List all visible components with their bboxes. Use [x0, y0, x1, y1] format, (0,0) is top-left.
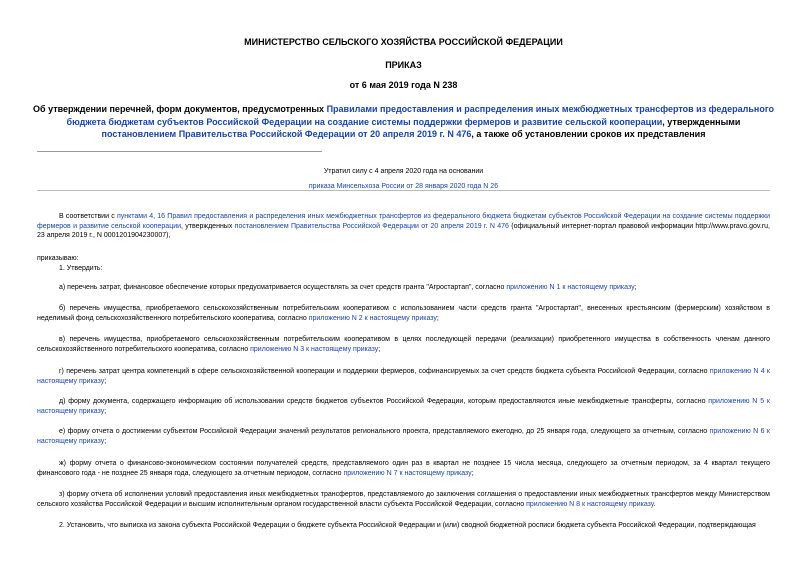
appendix-2-link[interactable]: приложению N 2 к настоящему приказу: [308, 314, 437, 322]
divider-bottom: [37, 190, 770, 191]
document-title: [30, 103, 777, 141]
point-2: 2. Установить, что выписка из закона субъекта Российской Федерации о бюджете субъекта Российской Федерации и (или) сводной бюджетной росписи бюджета субъекта Российской Федерации, подтверждающая: [59, 522, 756, 529]
item-end: ;: [104, 437, 107, 445]
preamble-text-1: В соответствии с: [59, 213, 117, 220]
item-end: .: [653, 500, 656, 508]
item-end: ;: [104, 377, 107, 385]
item-g: [37, 367, 770, 386]
item-b: [37, 304, 770, 323]
preamble-resolution-link[interactable]: постановлением Правительства Российской Федерации от 20 апреля 2019 г. N 476: [234, 222, 509, 230]
appendix-5-link[interactable]: приложению N 5 к настоящему приказу: [37, 398, 770, 415]
rules-link[interactable]: Правилами предоставления и распределения иных межбюджетных трансфертов из федерального бюджета бюджетам субъектов Российской Федерации на создание системы поддержки фермеров и развитие сельской кооперации: [66, 104, 774, 127]
title-text-3: , а также об установлении сроков их представления: [471, 129, 706, 139]
preamble-paragraph: [37, 212, 770, 241]
item-e: [37, 427, 770, 446]
repeal-order-link[interactable]: приказа Минсельхоза России от 28 января 2020 года N 26: [308, 183, 499, 190]
item-end: ;: [104, 407, 107, 415]
item-text: з) форму отчета об исполнении условий предоставления иных межбюджетных трансфертов, представляемого до заключения соглашения о предоставлении иных межбюджетных трансфертов между Министерством сельского хозяйства Российской Федерации и высшим исполнительным органом государственной власти субъекта Российской Федерации, согласно: [37, 491, 770, 508]
preamble-text-2: , утвержденных: [181, 222, 235, 230]
resolution-link[interactable]: постановлением Правительства Российской Федерации от 20 апреля 2019 г. N 476: [101, 129, 472, 139]
status-text: Утратил силу с 4 апреля 2020 года на основании: [323, 168, 484, 175]
document-date-number: от 6 мая 2019 года N 238: [349, 80, 458, 90]
item-end: ;: [378, 345, 381, 353]
item-text: а) перечень затрат, финансовое обеспечение которых предусматривается осуществлять за счет средств гранта "Агростартап", согласно: [59, 284, 507, 291]
item-text: г) перечень затрат центра компетенций в сфере сельскохозяйственной кооперации и поддержки фермеров, софинансируемых за счет средств бюджета субъекта Российской Федерации, согласно: [59, 368, 710, 375]
item-text: ж) форму отчета о финансово-экономическом состоянии получателей средств, представляемого один раз в квартал не позднее 15 числа месяца, следующего за отчетным периодом, за 4 квартал текущего финансового года - не позднее 25 января года, следующего за отчетным периодом, согласно: [37, 460, 770, 477]
item-text: д) форму документа, содержащего информацию об использовании средств бюджетов субъектов Российской Федерации, которым предоставляются иные межбюджетные трансферты, согласно: [59, 398, 709, 405]
title-text-1: Об утверждении перечней, форм документов, предусмотренных: [33, 104, 327, 114]
point-1: 1. Утвердить:: [59, 265, 103, 272]
item-zh: [37, 459, 770, 478]
order-word: приказываю:: [37, 255, 79, 262]
item-end: ;: [436, 314, 439, 322]
item-z: [37, 490, 770, 509]
ministry-heading: МИНИСТЕРСТВО СЕЛЬСКОГО ХОЗЯЙСТВА РОССИЙСКОЙ ФЕДЕРАЦИИ: [244, 37, 563, 47]
item-text: б) перечень имущества, приобретаемого сельскохозяйственным потребительским кооперативом с использованием части средств гранта "Агростартап", внесенных крестьянским (фермерским) хозяйством в неделимый фонд сельскохозяйственного потребительского кооператива, согласно: [37, 305, 770, 322]
appendix-1-link[interactable]: приложению N 1 к настоящему приказу: [506, 284, 635, 291]
document-type: ПРИКАЗ: [385, 60, 422, 70]
appendix-4-link[interactable]: приложению N 4 к настоящему приказу: [37, 368, 770, 385]
title-text-2: , утвержденными: [662, 116, 741, 127]
preamble-text-3: (официальный интернет-портал правовой информации http://www.pravo.gov.ru, 23 апреля 2019 г., N 0001201904230007),: [37, 222, 770, 239]
item-text: е) форму отчета о достижении субъектом Российской Федерации значений результатов регионального проекта, представляемого ежегодно, до 25 января года, следующего за отчетным, согласно: [59, 428, 710, 435]
rules-points-link[interactable]: пунктами 4, 16 Правил предоставления и распределения иных межбюджетных трансфертов из федерального бюджета бюджетам субъектов Российской Федерации на создание системы поддержки фермеров и развитие сельской кооперации: [37, 213, 771, 230]
item-end: ;: [634, 284, 637, 291]
divider-top: [37, 151, 322, 152]
item-text: в) перечень имущества, приобретаемого сельскохозяйственным потребительским кооперативом в целях последующей передачи (реализации) приобретенного имущества в собственность членам данного сельскохозяйственного потребительского кооператива, согласно: [37, 336, 770, 353]
item-v: [37, 335, 770, 354]
item-end: ;: [471, 469, 474, 477]
appendix-8-link[interactable]: приложению N 8 к настоящему приказу: [526, 500, 654, 508]
appendix-6-link[interactable]: приложению N 6 к настоящему приказу: [37, 428, 770, 445]
appendix-3-link[interactable]: приложению N 3 к настоящему приказу: [250, 345, 379, 353]
item-a: [37, 283, 770, 293]
appendix-7-link[interactable]: приложению N 7 к настоящему приказу: [343, 469, 472, 477]
item-d: [37, 397, 770, 416]
